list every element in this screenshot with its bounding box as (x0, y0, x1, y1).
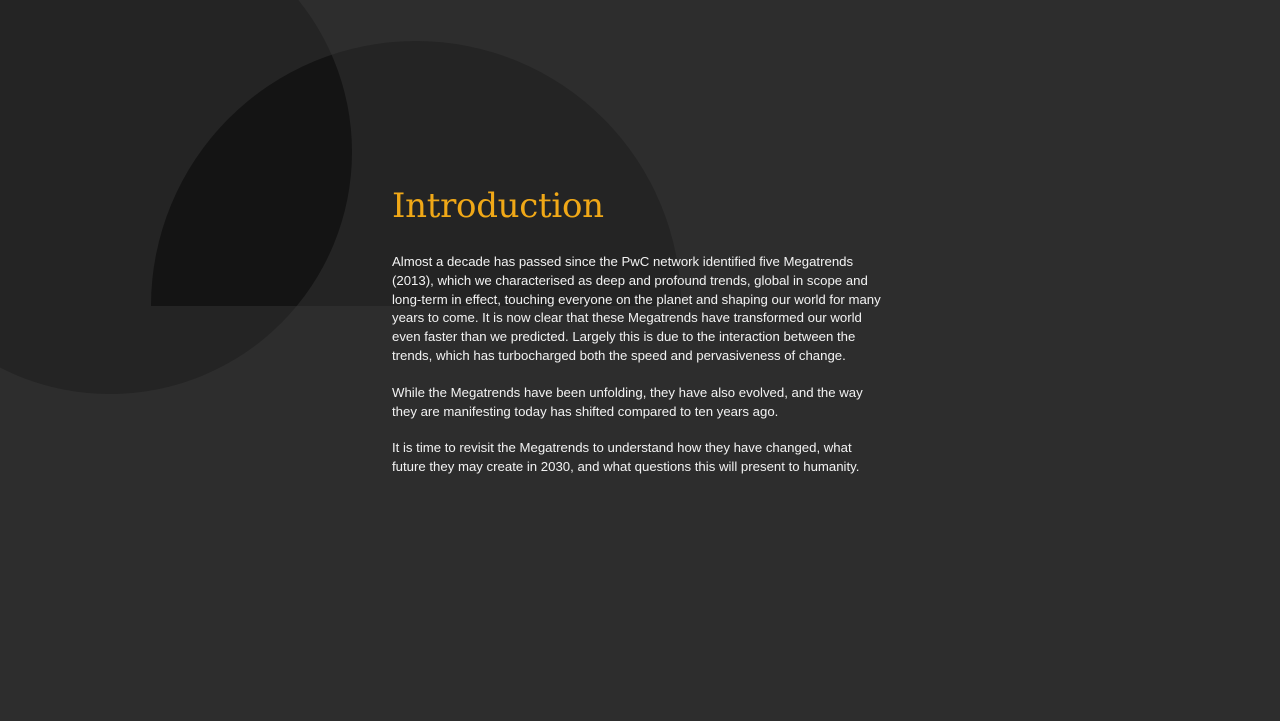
intro-section (392, 184, 884, 477)
intro-paragraph-1: Almost a decade has passed since the PwC network identified five Megatrends (2013), which we characterised as deep and profound trends, global in scope and long-term in effect, touching everyone on the planet and shaping our world for many years to come. It is now clear that these Megatrends have transformed our world even faster than we predicted. Largely this is due to the interaction between the trends, which has turbocharged both the speed and pervasiveness of change. (392, 254, 881, 363)
intro-paragraph-2: While the Megatrends have been unfolding, they have also evolved, and the way they are manifesting today has shifted compared to ten years ago. (392, 384, 863, 419)
page-title: Introduction (392, 186, 604, 226)
intro-paragraph-3: It is time to revisit the Megatrends to understand how they have changed, what future they may create in 2030, and what questions this will present to humanity. (392, 440, 860, 475)
